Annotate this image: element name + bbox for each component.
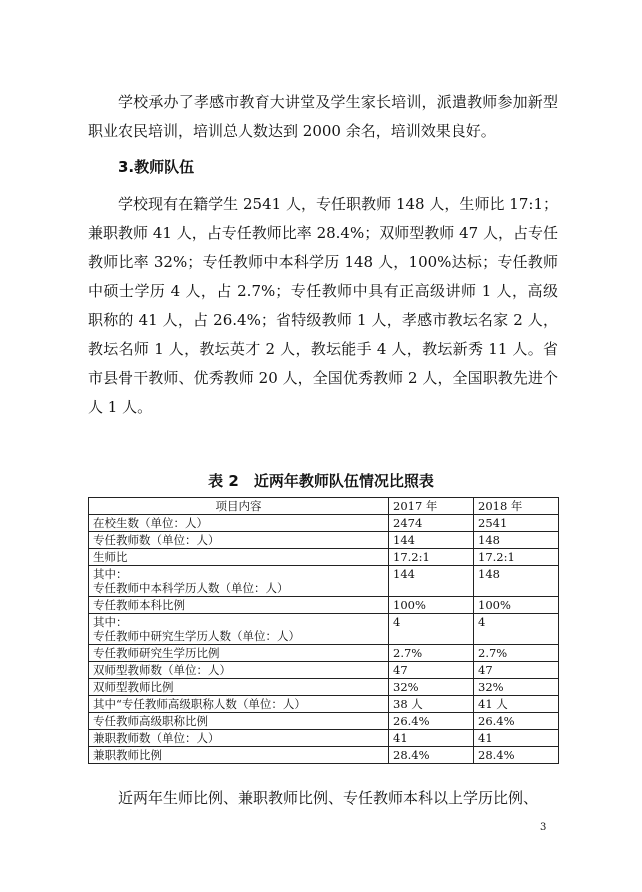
cell-item: 专任教师本科比例	[89, 597, 389, 614]
cell-2018: 17.2:1	[474, 549, 559, 566]
table-row	[89, 597, 559, 614]
cell-item: 其中： 专任教师中研究生学历人数（单位：人）	[89, 614, 389, 645]
cell-2018: 41 人	[474, 696, 559, 713]
paragraph-training: 学校承办了孝感市教育大讲堂及学生家长培训，派遣教师参加新型职业农民培训，培训总人数达到 2000 余名，培训效果良好。	[88, 93, 558, 140]
table-row	[89, 549, 559, 566]
table-row	[89, 662, 559, 679]
table-header-row	[89, 498, 559, 515]
cell-2017: 32%	[389, 679, 474, 696]
table-row	[89, 730, 559, 747]
cell-item: 兼职教师数（单位：人）	[89, 730, 389, 747]
cell-2017: 28.4%	[389, 747, 474, 764]
table-row	[89, 566, 559, 597]
cell-2018: 41	[474, 730, 559, 747]
table-row	[89, 696, 559, 713]
cell-2018: 148	[474, 566, 559, 597]
paragraph-continuation: 近两年生师比例、兼职教师比例、专任教师本科以上学历比例、	[118, 789, 539, 807]
header-2018: 2018 年	[474, 498, 559, 515]
cell-2017: 17.2:1	[389, 549, 474, 566]
cell-2017: 41	[389, 730, 474, 747]
cell-item: 其中： 专任教师中本科学历人数（单位：人）	[89, 566, 389, 597]
table-row	[89, 614, 559, 645]
page-number: 3	[540, 822, 547, 833]
header-item: 项目内容	[89, 498, 389, 515]
cell-2017: 4	[389, 614, 474, 645]
table-caption: 表 2 近两年教师队伍情况比照表	[208, 472, 434, 490]
cell-2017: 2.7%	[389, 645, 474, 662]
cell-2017: 38 人	[389, 696, 474, 713]
table-row	[89, 532, 559, 549]
cell-item: 其中“专任教师高级职称人数（单位：人）	[89, 696, 389, 713]
table-row	[89, 679, 559, 696]
cell-2017: 47	[389, 662, 474, 679]
cell-2018: 2.7%	[474, 645, 559, 662]
cell-2018: 32%	[474, 679, 559, 696]
cell-item: 双师型教师比例	[89, 679, 389, 696]
cell-2018: 148	[474, 532, 559, 549]
cell-item: 在校生数（单位：人）	[89, 515, 389, 532]
cell-2018: 28.4%	[474, 747, 559, 764]
cell-2017: 26.4%	[389, 713, 474, 730]
table-body	[89, 515, 559, 764]
cell-item: 双师型教师数（单位：人）	[89, 662, 389, 679]
cell-2017: 144	[389, 566, 474, 597]
cell-2018: 4	[474, 614, 559, 645]
cell-item: 专任教师数（单位：人）	[89, 532, 389, 549]
table-row	[89, 515, 559, 532]
table-row	[89, 713, 559, 730]
table-row	[89, 747, 559, 764]
cell-2018: 26.4%	[474, 713, 559, 730]
header-2017: 2017 年	[389, 498, 474, 515]
cell-2018: 100%	[474, 597, 559, 614]
cell-item: 生师比	[89, 549, 389, 566]
paragraph-teachers: 学校现有在籍学生 2541 人，专任职教师 148 人，生师比 17:1；兼职教师 41 人，占专任教师比率 28.4%；双师型教师 47 人，占专任教师比率 32%；专任教师中本科学历 148 人，100%达标；专任教师中硕士学历 4 人，占 2.7%；专任教师中具有正高级讲师 1 人，高级职称的 41 人，占 26.4%；省特级教师 1 人，孝感市教坛名家 2 人，教坛名师 1 人，教坛英才 2 人，教坛能手 4 人，教坛新秀 11 人。省市县骨干教师、优秀教师 20 人，全国优秀教师 2 人，全国职教先进个人 1 人。	[88, 195, 558, 416]
cell-2018: 2541	[474, 515, 559, 532]
cell-2017: 144	[389, 532, 474, 549]
cell-2017: 2474	[389, 515, 474, 532]
cell-item: 兼职教师比例	[89, 747, 389, 764]
section-heading: 3.教师队伍	[118, 158, 195, 176]
teacher-comparison-table	[88, 497, 559, 764]
cell-2017: 100%	[389, 597, 474, 614]
cell-2018: 47	[474, 662, 559, 679]
cell-item: 专任教师研究生学历比例	[89, 645, 389, 662]
table-row	[89, 645, 559, 662]
cell-item: 专任教师高级职称比例	[89, 713, 389, 730]
